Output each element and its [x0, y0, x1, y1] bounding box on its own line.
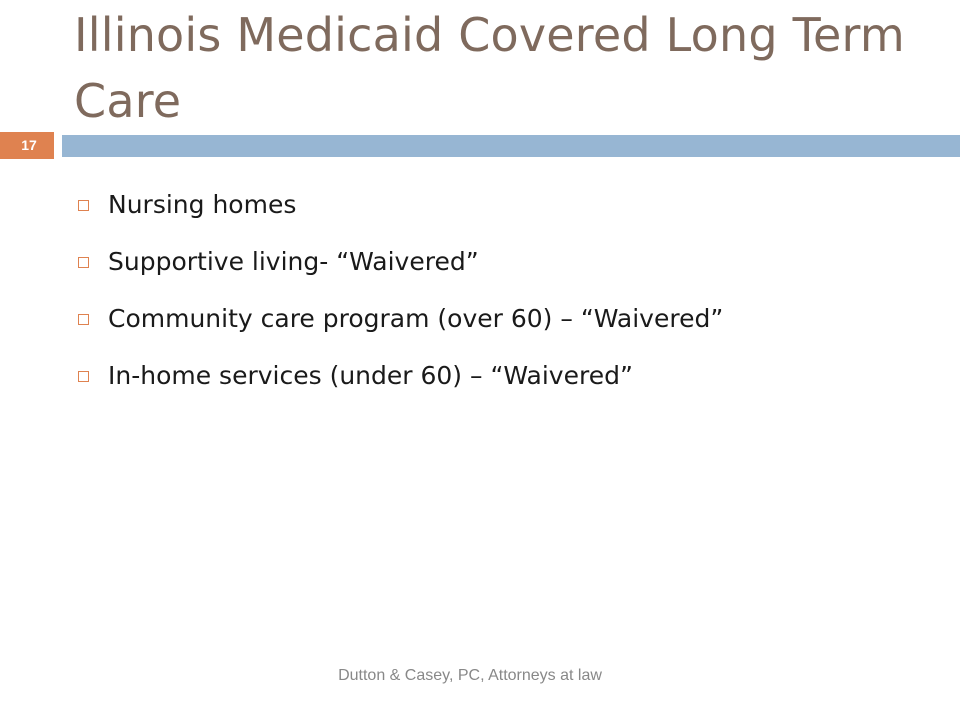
title-rule-bar — [62, 135, 960, 157]
slide-footer: Dutton & Casey, PC, Attorneys at law — [338, 667, 602, 684]
bullet-text: Community care program (over 60) – “Waivered” — [108, 303, 724, 333]
slide-title: Illinois Medicaid Covered Long Term Care — [74, 8, 905, 128]
bullet-item — [78, 176, 723, 233]
bullet-item — [78, 347, 723, 404]
bullet-text: Supportive living- “Waivered” — [108, 246, 479, 276]
square-bullet-icon — [78, 314, 89, 325]
bullet-item — [78, 290, 723, 347]
bullet-text: Nursing homes — [108, 189, 297, 219]
square-bullet-icon — [78, 371, 89, 382]
square-bullet-icon — [78, 200, 89, 211]
bullet-item — [78, 233, 723, 290]
bullet-list — [78, 176, 723, 404]
slide-number-badge: 17 — [0, 132, 54, 159]
square-bullet-icon — [78, 257, 89, 268]
bullet-text: In-home services (under 60) – “Waivered” — [108, 360, 633, 390]
